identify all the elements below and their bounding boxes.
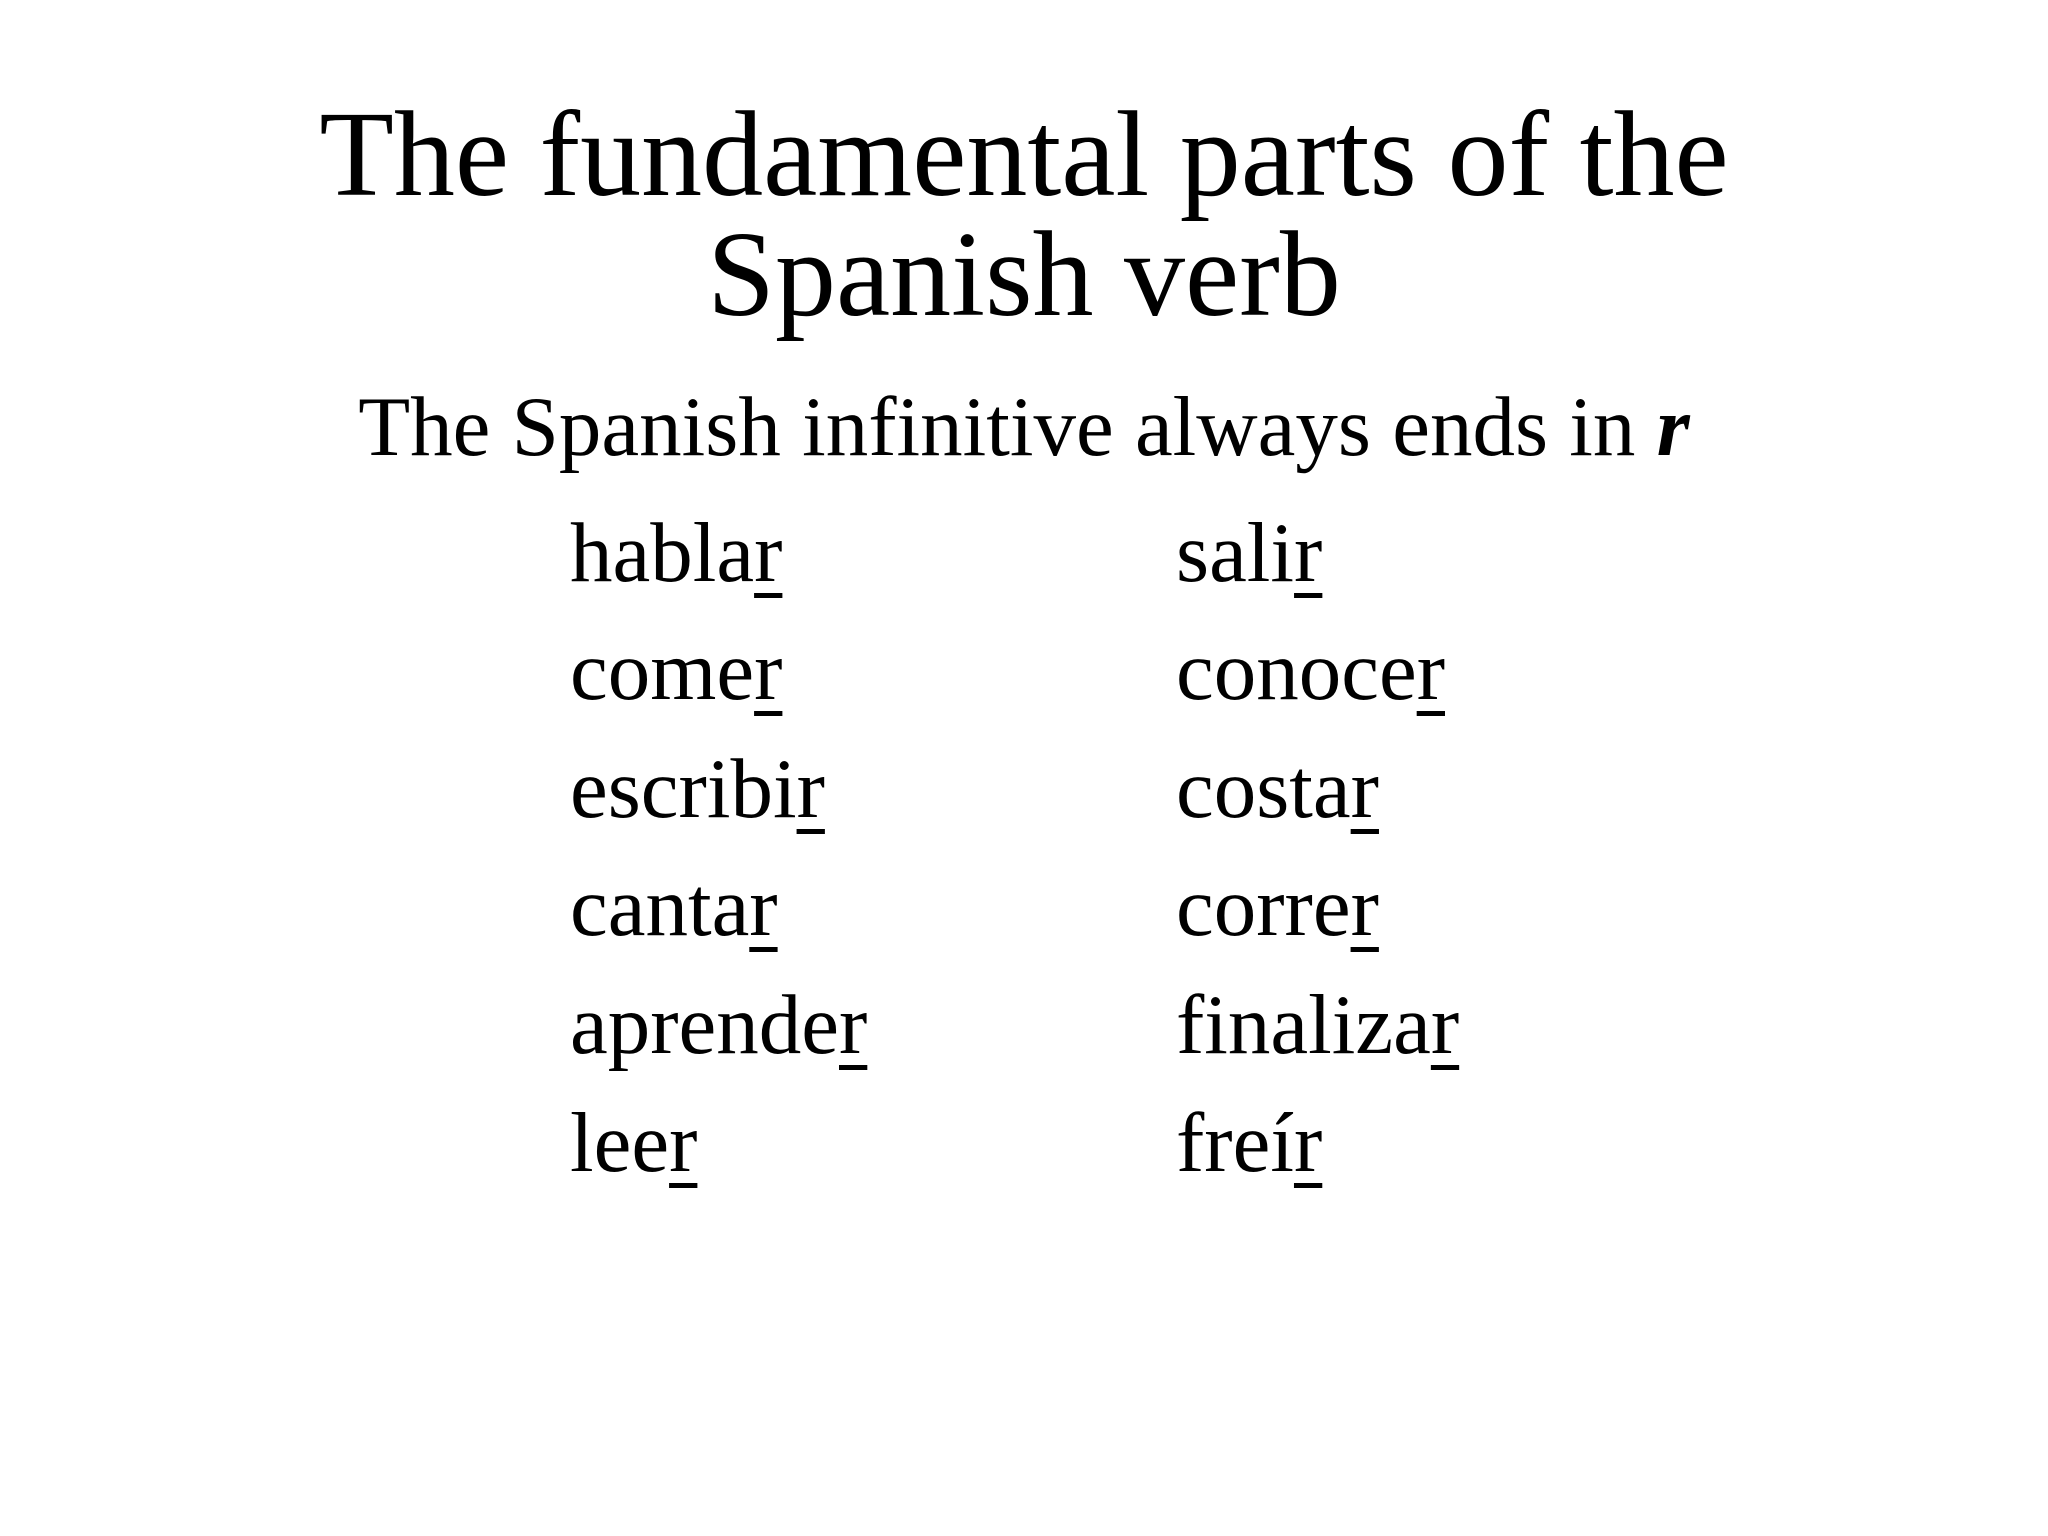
- verb-stem: lee: [570, 1096, 670, 1190]
- verb-list-left: [570, 503, 867, 1211]
- verb-item: [570, 857, 867, 975]
- verb-ending: r: [754, 624, 783, 718]
- verb-ending: r: [1416, 624, 1445, 718]
- verb-stem: conoce: [1176, 624, 1417, 718]
- verb-ending: r: [1350, 742, 1379, 836]
- verb-stem: sali: [1176, 506, 1295, 600]
- verb-ending: r: [796, 742, 825, 836]
- verb-item: [1176, 975, 1459, 1093]
- verb-stem: habla: [570, 506, 755, 600]
- verb-item: [570, 621, 867, 739]
- verb-list-right: [1176, 503, 1459, 1211]
- verb-stem: escribi: [570, 742, 797, 836]
- verb-ending: r: [1293, 1096, 1323, 1190]
- verb-ending: r: [1430, 978, 1460, 1072]
- verb-stem: canta: [570, 860, 750, 954]
- verb-ending: r: [839, 978, 868, 1072]
- verb-item: [1176, 503, 1459, 621]
- verb-ending: r: [754, 506, 783, 600]
- verb-item: [570, 503, 867, 621]
- verb-ending: r: [669, 1096, 698, 1190]
- verb-item: [1176, 621, 1459, 739]
- verb-item: [570, 739, 867, 857]
- slide-title: [0, 87, 2048, 342]
- verb-stem: freí: [1176, 1096, 1294, 1190]
- verb-item: [1176, 857, 1459, 975]
- verb-stem: come: [570, 624, 755, 718]
- verb-ending: r: [749, 860, 778, 954]
- verb-stem: costa: [1176, 742, 1351, 836]
- verb-stem: aprende: [570, 978, 839, 1072]
- verb-ending: r: [1294, 506, 1323, 600]
- verb-stem: finaliza: [1176, 978, 1431, 1072]
- subtitle-emphasis: r: [1656, 380, 1690, 474]
- slide-title-line-2: Spanish verb: [707, 207, 1341, 342]
- slide-title-line-1: The fundamental parts of the: [319, 87, 1729, 222]
- verb-item: [1176, 1093, 1459, 1211]
- verb-item: [570, 1093, 867, 1211]
- verb-ending: r: [1350, 860, 1379, 954]
- slide-subtitle: [0, 377, 2048, 477]
- verb-item: [570, 975, 867, 1093]
- subtitle-text: The Spanish infinitive always ends in: [358, 380, 1657, 474]
- verb-item: [1176, 739, 1459, 857]
- verb-stem: corre: [1176, 860, 1351, 954]
